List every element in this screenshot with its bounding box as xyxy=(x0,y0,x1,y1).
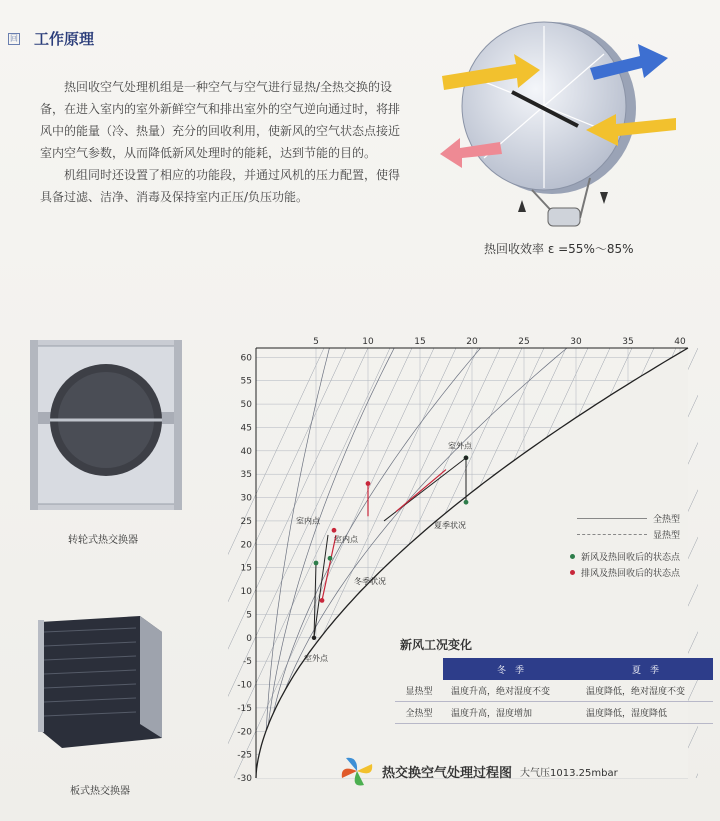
top-tick-label: 15 xyxy=(414,337,426,347)
y-tick-label: 15 xyxy=(240,563,252,574)
intro-paragraph-2: 机组同时还设置了相应的功能段，并通过风机的压力配置，使得具备过滤、洁净、消毒及保持室内正压/负压功能。 xyxy=(40,168,401,204)
y-tick-label: 50 xyxy=(240,400,252,411)
top-tick-label: 20 xyxy=(466,337,478,347)
fresh-air-state-point xyxy=(464,500,469,505)
exhaust-process-line xyxy=(396,470,446,512)
y-tick-label: -10 xyxy=(237,680,252,691)
y-tick-label: 0 xyxy=(246,633,252,644)
chart-annotation: 室内点 xyxy=(334,534,358,544)
rotary-wheel-diagram xyxy=(440,18,680,258)
legend-item-exhaust-air: 排风及热回收后的状态点 xyxy=(570,564,680,580)
top-tick-label: 40 xyxy=(674,337,686,347)
rotary-exchanger-photo xyxy=(30,340,182,510)
table-cell: 温度升高，绝对湿度不变 xyxy=(443,680,578,702)
efficiency-label: 热回收效率 ε =55%～85% xyxy=(484,242,634,256)
chart-annotation: 冬季状况 xyxy=(354,577,386,587)
intro-text xyxy=(40,76,400,208)
top-tick-label: 10 xyxy=(362,337,374,347)
table-row xyxy=(395,680,713,702)
y-tick-label: -15 xyxy=(237,703,252,714)
legend-item-total-heat: 全热型 xyxy=(570,510,680,526)
chart-footer xyxy=(340,756,618,786)
chart-annotation: 室外点 xyxy=(448,441,472,451)
y-tick-label: -5 xyxy=(243,657,252,668)
chart-title: 热交换空气处理过程图 xyxy=(382,765,513,781)
y-tick-label: 55 xyxy=(240,376,252,387)
plate-exchanger-caption: 板式热交换器 xyxy=(70,786,130,797)
table-cell: 温度升高，湿度增加 xyxy=(443,702,578,724)
top-tick-label: 5 xyxy=(313,337,319,347)
table-header-row xyxy=(395,658,713,680)
pinwheel-logo-icon xyxy=(340,756,374,786)
table-header-summer: 夏 季 xyxy=(578,658,713,680)
arrow-down-icon xyxy=(600,192,608,204)
legend-dashed-line xyxy=(577,534,647,535)
top-tick-label: 35 xyxy=(622,337,634,347)
arrow-up-icon xyxy=(518,200,526,212)
plate-exchanger-photo xyxy=(30,612,170,752)
table-cell: 显热型 xyxy=(395,680,443,702)
top-tick-label: 25 xyxy=(518,337,530,347)
chart-annotation: 夏季状况 xyxy=(434,520,466,530)
table-row xyxy=(395,702,713,724)
legend-item-fresh-air: 新风及热回收后的状态点 xyxy=(570,548,680,564)
y-tick-label: -20 xyxy=(237,727,252,738)
table-cell: 温度降低，湿度降低 xyxy=(578,702,713,724)
table-cell: 全热型 xyxy=(395,702,443,724)
state-point xyxy=(464,456,468,460)
y-tick-label: 35 xyxy=(240,470,252,481)
fresh-air-state-point xyxy=(328,556,333,561)
table-title: 新风工况变化 xyxy=(400,638,473,652)
condition-table xyxy=(395,658,713,724)
green-dot-icon xyxy=(570,554,575,559)
state-point xyxy=(312,636,316,640)
section-marker-icon: 回 xyxy=(10,33,18,43)
y-tick-label: 45 xyxy=(240,423,252,434)
chart-annotation: 室内点 xyxy=(296,516,320,526)
red-dot-icon xyxy=(570,570,575,575)
y-tick-label: 20 xyxy=(240,540,252,551)
top-tick-label: 30 xyxy=(570,337,582,347)
y-tick-label: -25 xyxy=(237,750,252,761)
exhaust-air-state-point xyxy=(320,598,325,603)
section-header xyxy=(8,28,94,49)
chart-annotation: 室外点 xyxy=(304,654,328,664)
table-cell: 温度降低，绝对湿度不变 xyxy=(578,680,713,702)
y-tick-label: 25 xyxy=(240,516,252,527)
y-tick-label: 5 xyxy=(246,610,252,621)
intro-paragraph-1: 热回收空气处理机组是一种空气与空气进行显热/全热交换的设备，在进入室内的室外新鲜空气和排出室外的空气逆向通过时，将排风中的能量（冷、热量）充分的回收利用，使新风的空气状态点接近室内空气参数，从而降低新风处理时的能耗，达到节能的目的。 xyxy=(40,80,401,160)
chart-subtitle: 大气压1013.25mbar xyxy=(520,767,618,779)
y-tick-label: 60 xyxy=(240,353,252,364)
y-tick-label: 40 xyxy=(240,446,252,457)
y-tick-label: 30 xyxy=(240,493,252,504)
section-title: 工作原理 xyxy=(34,30,95,48)
exhaust-air-state-point xyxy=(332,528,337,533)
table-header-empty xyxy=(395,658,443,680)
legend-item-sensible-heat: 显热型 xyxy=(570,526,680,542)
legend-solid-line xyxy=(577,518,647,519)
rotary-exchanger-caption: 转轮式热交换器 xyxy=(68,535,138,546)
drive-motor xyxy=(548,208,580,226)
exhaust-air-state-point xyxy=(366,481,371,486)
y-tick-label: 10 xyxy=(240,587,252,598)
y-tick-label: -30 xyxy=(237,774,252,784)
fresh-air-state-point xyxy=(314,561,319,566)
table-header-winter: 冬 季 xyxy=(443,658,578,680)
chart-legend xyxy=(570,510,680,580)
